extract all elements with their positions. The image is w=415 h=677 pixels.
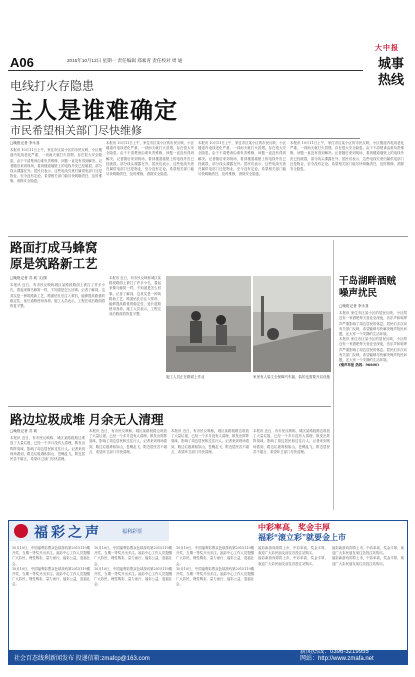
noise-body: 本报讯 家住市区某小区的居民反映，小区附近有一家酒吧每天营业至深夜，音乐声和喧哗声严重影响了周边居民的休息。居民们多次向有关部门反映，希望能够尽快解决噪声扰民问题，还大家一个安静的生活环境。 (339, 311, 407, 337)
street-photo (253, 276, 331, 372)
lead-rule (10, 138, 360, 139)
header-rule (8, 70, 363, 71)
lead-column-4 (290, 141, 404, 233)
lead-body-cont: 本报讯 10月11日上午，家住市区某小区的市民反映，小区楼道内电线老化严重，一到雨天就打火冒烟，存在很大安全隐患。由于不清楚该由谁负责维修，问题一直没有得到解决。记者随后来到现场，看到楼道墙壁上的电线外皮已经破损，部分线头裸露在外。居民们表示，这些电线究竟归属供电部门还是物业，至今没有定论。希望相关部门能尽快明确责任，及时维修，消除安全隐患。 (290, 141, 404, 172)
noise-byline: □晚报记者 李永喜 (339, 304, 369, 308)
page-id: A06 (10, 55, 34, 70)
ad-body-cont: 10月10日，中国福利彩票双色球游戏第2015119期开奖，当期一等奖开出多注。福彩中心工作人员提醒广大彩民，理性购彩，量力而行，福彩公益，造福社会。 (176, 566, 254, 587)
lead-headline: 主人是谁难确定 (10, 97, 178, 123)
trash-body: 本报讯 近日，有市民反映称，城区某路段路边堆放了大量垃圾，已经一个多月没有人清理，散发出阵阵臭味，影响了周边居民和过往行人。记者来到现场看到，路边垃圾堆积如山，苍蝇乱飞，附近居民苦不堪言，希望环卫部门尽快清理。 (10, 436, 85, 462)
ad-column-5 (332, 546, 404, 648)
trash-column-3 (171, 429, 249, 509)
lottery-logo-icon (14, 524, 28, 538)
section-title (374, 56, 408, 88)
ad-right-body-cont: 福彩新游戏即将上市，中彩率高，奖金丰厚，欢迎广大彩民朋友前往各投注站购买。 (332, 546, 404, 556)
road-headline-line1: 路面打成马蜂窝 (10, 241, 98, 255)
trash-column-4 (253, 429, 330, 509)
road-headline-line2: 原是筑路新工艺 (10, 257, 98, 271)
road-byline: □晚报记者 苏 莉 文/图 (10, 276, 47, 280)
ad-body-cont: 10月10日，中国福利彩票双色球游戏第2015119期开奖，当期一等奖开出多注。福彩中心工作人员提醒广大彩民，理性购彩，量力而行，福彩公益，造福社会。 (12, 566, 90, 587)
ad-body-cont: 10月10日，中国福利彩票双色球游戏第2015119期开奖，当期一等奖开出多注。福彩中心工作人员提醒广大彩民，理性购彩，量力而行，福彩公益，造福社会。 (176, 546, 254, 566)
dateline: 2015年10月12日 星期一 责任编辑 郑素青 责任校对 周 通 (67, 58, 183, 63)
lead-subhead: 市民希望相关部门尽快维修 (10, 124, 142, 137)
noise-body-cont: 本报讯 家住市区某小区的居民反映，小区附近有一家酒吧每天营业至深夜，音乐声和喧哗声严重影响了周边居民的休息。居民们多次向有关部门反映，希望能够尽快解决噪声扰民问题，还大家一个安静的生活环境。 (339, 337, 407, 363)
trash-headline: 路边垃圾成堆 月余无人清理 (10, 413, 164, 427)
lead-column-2 (106, 141, 194, 233)
ad-footer-right (300, 649, 374, 663)
trash-body-cont: 本报讯 近日，有市民反映称，城区某路段路边堆放了大量垃圾，已经一个多月没有人清理，散发出阵阵臭味，影响了周边居民和过往行人。记者来到现场看到，路边垃圾堆积如山，苍蝇乱飞，附近居民苦不堪言，希望环卫部门尽快清理。 (89, 429, 167, 454)
ad-footer-hotline: 新闻热线：0396-3219955 (300, 649, 369, 655)
trash-body-cont: 本报讯 近日，有市民反映称，城区某路段路边堆放了大量垃圾，已经一个多月没有人清理，散发出阵阵臭味，影响了周边居民和过往行人。记者来到现场看到，路边垃圾堆积如山，苍蝇乱飞，附近居民苦不堪言，希望环卫部门尽快清理。 (253, 429, 330, 454)
noise-note: (噪声举报 热线：96800) (339, 363, 379, 368)
ad-column-1 (12, 546, 90, 648)
street-photo-caption: 家里有人装文全保障汽车漏，装的也需要开启设施 (253, 375, 330, 379)
ad-footer-website: 网站：http://www.zmafa.net (300, 656, 374, 662)
road-body: 本报讯 近日，有市民反映称城区某路段路面上被打了许多小孔，看起来像马蜂窝一样，不知道是怎么回事。记者了解到，这其实是一种筑路新工艺，路面钻孔后注入浆料，能够提高路基的稳定性，延长道路使用寿命。施工人员表示，工程完成后路面将恢复平整。 (10, 283, 105, 309)
section-title-line2: 热线 (377, 72, 404, 87)
ad-column-3 (176, 546, 254, 648)
paper-logo: 大中报 (375, 43, 399, 52)
trash-column-2 (89, 429, 167, 509)
ad-body: 10月10日，中国福利彩票双色球游戏第2015119期开奖，当期一等奖开出多注。福彩中心工作人员提醒广大彩民，理性购彩，量力而行，福彩公益，造福社会。 (12, 546, 90, 566)
ad-right-body: 福彩新游戏即将上市，中彩率高，奖金丰厚，欢迎广大彩民朋友前往各投注站购买。 (258, 546, 328, 556)
trash-byline: □晚报记者 苏 莉 (10, 429, 38, 433)
trash-column-1 (10, 429, 85, 509)
section-rule-1 (8, 236, 408, 237)
lead-body-cont: 本报讯 10月11日上午，家住市区某小区的市民反映，小区楼道内电线老化严重，一到雨天就打火冒烟，存在很大安全隐患。由于不清楚该由谁负责维修，问题一直没有得到解决。记者随后来到现场，看到楼道墙壁上的电线外皮已经破损，部分线头裸露在外。居民们表示，这些电线究竟归属供电部门还是物业，至今没有定论。希望相关部门能尽快明确责任，及时维修，消除安全隐患。 (198, 141, 286, 177)
ad-left-subtitle: 福利彩票 (122, 529, 143, 535)
noise-column (339, 304, 407, 518)
ad-column-2 (94, 546, 172, 648)
ad-column-4 (258, 546, 328, 648)
ad-right-title-line2: 福彩“滚立彩”就要金上市 (258, 533, 346, 542)
road-body-cont: 本报讯 近日，有市民反映称城区某路段路面上被打了许多小孔，看起来像马蜂窝一样，不知道是怎么回事。记者了解到，这其实是一种筑路新工艺，路面钻孔后注入浆料，能够提高路基的稳定性，延长道路使用寿命。施工人员表示，工程完成后路面将恢复平整。 (109, 276, 161, 317)
ad-right-body-cont: 福彩新游戏即将上市，中彩率高，奖金丰厚，欢迎广大彩民朋友前往各投注站购买。 (332, 556, 404, 566)
lead-column-1 (10, 141, 102, 233)
column-divider (333, 240, 334, 510)
road-photo-image (166, 276, 251, 372)
ad-left-title: 福彩之声 (34, 524, 102, 540)
noise-headline-line2: 噪声扰民 (339, 288, 378, 299)
road-column-1 (10, 276, 105, 404)
ad-right-title-line1: 中彩率高，奖金丰厚 (258, 523, 330, 532)
road-photo-caption: 施工人员正在路面上作业 (166, 375, 205, 379)
lead-body: 本报讯 10月11日上午，家住市区某小区的市民反映，小区楼道内电线老化严重，一到雨天就打火冒烟，存在很大安全隐患。由于不清楚该由谁负责维修，问题一直没有得到解决。记者随后来到现场，看到楼道墙壁上的电线外皮已经破损，部分线头裸露在外。居民们表示，这些电线究竟归属供电部门还是物业，至今没有定论。希望相关部门能尽快明确责任，及时维修，消除安全隐患。 (10, 148, 102, 184)
street-photo-image (253, 276, 331, 372)
ad-body-cont: 10月10日，中国福利彩票双色球游戏第2015119期开奖，当期一等奖开出多注。福彩中心工作人员提醒广大彩民，理性购彩，量力而行，福彩公益，造福社会。 (94, 546, 172, 566)
noise-headline (339, 276, 396, 300)
lead-byline: □晚报记者 李永喜 (10, 141, 40, 145)
section-rule-2 (8, 406, 331, 407)
section-title-line1: 城事 (377, 56, 404, 71)
ad-footer-left: 社会百态线利新闻发布 投递信箱:zmafcp@163.com (14, 656, 150, 662)
noise-headline-line1: 干岛湖畔酒贼 (339, 276, 397, 287)
trash-body-cont: 本报讯 近日，有市民反映称，城区某路段路边堆放了大量垃圾，已经一个多月没有人清理，散发出阵阵臭味，影响了周边居民和过往行人。记者来到现场看到，路边垃圾堆积如山，苍蝇乱飞，附近居民苦不堪言，希望环卫部门尽快清理。 (171, 429, 249, 454)
ad-body-cont: 10月10日，中国福利彩票双色球游戏第2015119期开奖，当期一等奖开出多注。福彩中心工作人员提醒广大彩民，理性购彩，量力而行，福彩公益，造福社会。 (94, 566, 172, 587)
lead-kicker: 电线打火存隐患 (10, 79, 95, 93)
road-photo (166, 276, 251, 372)
lead-column-3 (198, 141, 286, 233)
road-headline (10, 240, 98, 272)
road-column-2 (109, 276, 161, 404)
ad-right-body-cont: 福彩新游戏即将上市，中彩率高，奖金丰厚，欢迎广大彩民朋友前往各投注站购买。 (258, 556, 328, 566)
ad-right-title (258, 523, 404, 543)
lead-body-cont: 本报讯 10月11日上午，家住市区某小区的市民反映，小区楼道内电线老化严重，一到雨天就打火冒烟，存在很大安全隐患。由于不清楚该由谁负责维修，问题一直没有得到解决。记者随后来到现场，看到楼道墙壁上的电线外皮已经破损，部分线头裸露在外。居民们表示，这些电线究竟归属供电部门还是物业，至今没有定论。希望相关部门能尽快明确责任，及时维修，消除安全隐患。 (106, 141, 194, 177)
